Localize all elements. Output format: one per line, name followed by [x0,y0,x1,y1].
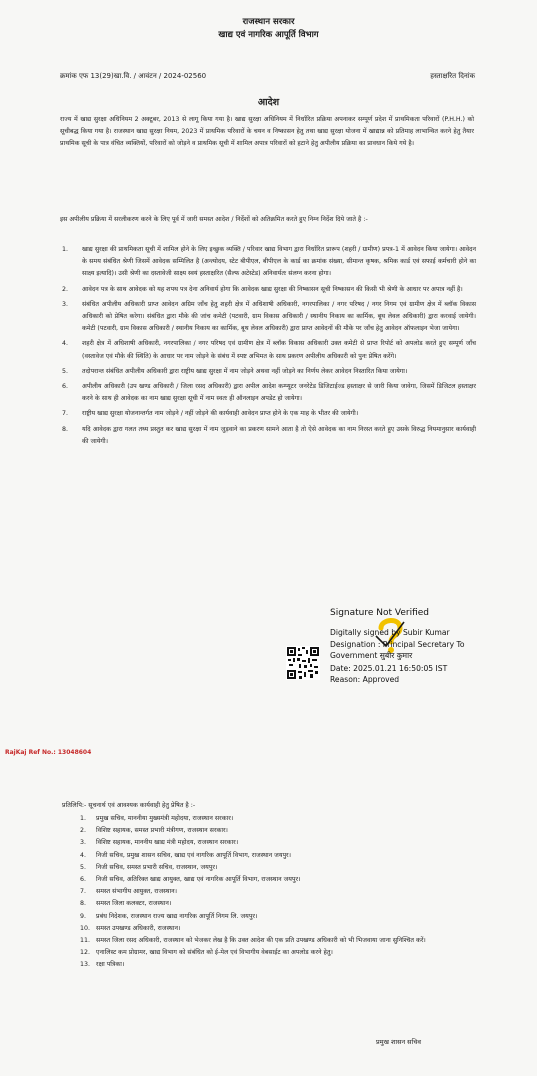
rajkaj-reference: RajKaj Ref No.: 13048604 [5,749,92,756]
copy-to-number: 4. [80,851,87,859]
item-text: राष्ट्रीय खाद्य सुरक्षा योजनान्तर्गत नाम जोड़ने / नहीं जोड़ने की कार्यवाही आवेदन प्राप्त होने के एक माह के भीतर की जायेगी। [82,410,359,418]
item-text: यदि आवेदक द्वारा गलत तथ्य प्रस्तुत कर खाद्य सुरक्षा में नाम जुड़वाने का प्रकरण सामने आता है तो ऐसे आवेदक का नाम निरस्त करते हुए उसके विरुद्ध नियमानुसार कार्यवाही की जायेगी। [82,425,476,445]
item-number: 5. [62,367,69,375]
digital-signature-block [286,606,486,716]
copy-to-item [80,911,475,923]
copy-to-item [80,947,475,959]
copy-to-number: 10. [80,924,91,932]
copy-to-number: 11. [80,937,91,945]
instruction-item [62,424,476,448]
copy-to-text: विशिष्ट सहायक, समस्त प्रभारी मंत्रीगण, राजस्थान सरकार। [96,827,228,835]
item-text: आवेदन पत्र के साथ आवेदक को यह शपथ पत्र देना अनिवार्य होगा कि आवेदक खाद्य सुरक्षा की निष्कासन सूची निष्कासन की किसी भी श्रेणी के आधार पर अपात्र नहीं है। [82,285,463,293]
copy-to-list [80,813,475,972]
copy-to-number: 2. [80,827,87,835]
copy-to-number: 12. [80,949,91,957]
copy-to-text: एनालिस्ट कम प्रोग्रामर, खाद्य विभाग को संबंधित को ई-मेल एवं विभागीय वेबसाईट का अपलोड करने हेतु। [96,949,333,957]
copy-to-number: 5. [80,863,87,871]
copy-to-number: 7. [80,888,87,896]
item-text: शहरी क्षेत्र में अधिशाषी अधिकारी, नगरपालिका / नगर परिषद एवं ग्रामीण क्षेत्र में ब्लॉक विकास अधिकारी उक्त कमेटी से प्राप्त रिपोर्ट को अपलोड करते हुए सम्पूर्ण जाँच (वस्तावेज एवं मौके की स्थिति) के आधार पर नाम जोड़ने के संबंध में स्पष्ट अभिमत के साथ प्रकरण अपीलीय अधिकारी को पुनः प्रेषित करेंगे। [82,340,476,360]
copy-to-text: निजी सचिव, प्रमुख शासन सचिव, खाद्य एवं नागरिक आपूर्ति विभाग, राजस्थान जयपुर। [96,851,292,859]
copy-to-number: 6. [80,876,87,884]
signer-designation: Designation : Principal Secretary To Government सुबीर कुमार [330,640,465,660]
copy-to-item [80,959,475,971]
item-number: 4. [62,340,69,348]
copy-to-item [80,898,475,910]
copy-to-number: 13. [80,961,91,969]
copy-to-text: रक्षा पत्रिका। [96,961,125,969]
order-title: आदेश [257,97,280,108]
item-number: 2. [62,285,69,293]
instruction-item [62,381,476,405]
item-text: अपीलीय अधिकारी (उप खण्ड अधिकारी / जिला रसद अधिकारी) द्वारा अपील आदेश कम्प्यूटर जनरेटेड डिजिटाईज्ड हस्ताक्षर से जारी किया जावेगा, जिसमें डिजिटल हस्ताक्षर करने के साथ ही आवेदक का नाम खाद्य सुरक्षा सूची में नाम स्वतः ही ऑनलाइन अपडेट हो जायेगा। [82,383,476,403]
copy-to-heading: प्रतिलिपि:- सूचनार्थ एवं आवश्यक कार्यवाही हेतु प्रेषित है :- [62,802,196,809]
signature-date: Date: 2025.01.21 16:50:05 IST [330,664,448,673]
copy-to-text: प्रबंध निदेशक, राजस्थान राज्य खाद्य नागरिक आपूर्ति निगम लि. जयपुर। [96,912,258,920]
instruction-item [62,299,476,336]
instruction-item [62,284,476,296]
qr-code-icon [286,646,320,680]
copy-to-item [80,935,475,947]
item-text: तदोपरान्त संबंधित अपीलीय अधिकारी द्वारा राष्ट्रीय खाद्य सुरक्षा में नाम जोड़ने अथवा नहीं जोड़ने का निर्णय लेकर आवेदन निस्तारित किया जायेगा। [82,367,408,375]
instruction-item [62,244,476,281]
copy-to-number: 8. [80,900,87,908]
copy-to-text: समस्त जिला कलक्टर, राजस्थान। [96,900,172,908]
closing-signatory: प्रमुख शासन सचिव [376,1038,421,1046]
copy-to-text: समस्त जिला रसद अधिकारी, राजस्थान को भेजकर लेख है कि उक्त आदेश की एक प्रति उपखण्ड अधिकारी को भी भिजवाया जाना सुनिश्चित करें। [96,937,426,945]
signed-date-label: हस्ताक्षरित दिनांक [430,72,475,80]
copy-to-text: निजी सचिव, समस्त प्रभारी सचिव, राजस्थान, जयपुर। [96,863,218,871]
copy-to-item [80,850,475,862]
instruction-item [62,338,476,362]
instruction-item [62,366,476,378]
copy-to-number: 9. [80,912,87,920]
item-number: 6. [62,383,69,391]
instruction-item [62,408,476,420]
copy-to-text: समस्त उपखण्ड अधिकारी, राजस्थान। [96,924,181,932]
item-text: संबंधित अपीलीय अधिकारी प्राप्त आवेदन अग्रिम जाँच हेतु शहरी क्षेत्र में अधिशाषी अधिकारी, नगरपालिका / नगर परिषद / नगर निगम एवं ग्रामीण क्षेत्र में ब्लॉक विकास अधिकारी को प्रेषित करेगा। संबंधित द्वारा मौके की जांच कमेटी (पटवारी, ग्राम विकास अधिकारी / स्थानीय निकाय का कार्मिक, बूथ लेवल अधिकारी) द्वारा करवाई जायेगी। कमेटी (पटवारी, ग्राम विकास अधिकारी / स्थानीय निकाय का कार्मिक, बूथ लेवल अधिकारी) द्वारा प्राप्त आवेदनों की मौके पर जाँच हेतु आवेदन ऑफलाइन भेजा जायेगा। [82,300,476,333]
copy-to-number: 3. [80,839,87,847]
copy-to-text: प्रमुख सचिव, माननीया मुख्यमंत्री महोदया, राजस्थान सरकार। [96,815,234,822]
item-number: 7. [62,410,69,418]
signature-status: Signature Not Verified [330,608,430,618]
copy-to-text: विशिष्ट सहायक, माननीय खाद्य मंत्री महोदय, राजस्थान सरकार। [96,839,239,847]
signed-by: Digitally signed by Subir Kumar [330,628,450,637]
item-number: 3. [62,300,69,308]
instruction-list [62,244,476,451]
item-number: 8. [62,425,69,433]
copy-to-item [80,862,475,874]
copy-to-item [80,886,475,898]
reference-number: क्रमांक एफ 13(29)खा.वि. / आवंटन / 2024-02560 [60,72,207,80]
copy-to-number: 1. [80,815,87,822]
copy-to-item [80,874,475,886]
copy-to-text: समस्त संभागीय आयुक्त, राजस्थान। [96,888,177,896]
intro-paragraph: राज्य में खाद्य सुरक्षा अधिनियम 2 अक्टूबर, 2013 से लागू किया गया है। खाद्य सुरक्षा अधिनियम में निर्धारित प्रक्रिया अपनाकर सम्पूर्ण प्रदेश में प्राथमिकता परिवारों (P.H.H.) को सूचीबद्ध किया गया है। राजस्थान खाद्य सुरक्षा नियम, 2023 में प्राथमिक परिवारों के चयन व निष्कासन हेतु तथा खाद्य सुरक्षा योजना में खाद्यान्न को प्रतिमाह लाभान्वित करने हेतु तैयार प्राथमिक सूची के पात्र वंचित व्यक्तियों, परिवारों को जोड़ने व प्राथमिक सूची में शामिल अपात्र परिवारों को हटाने हेतु अपीलीय प्रक्रिया का प्रावधान किये गये है। [60,116,474,148]
reference-line [60,72,475,81]
item-number: 1. [62,246,69,253]
copy-to-item [80,813,475,825]
directive-paragraph: इस अपीलीय प्रक्रिया में सरलीकरण करने के लिए पूर्व में जारी समस्त आदेश / निर्देशों को अतिक्रमित करते हुए निम्न निर्देश दिये जाते है :- [60,216,368,223]
department-name: खाद्य एवं नागरिक आपूर्ति विभाग [218,30,319,40]
copy-to-item [80,923,475,935]
signature-reason: Reason: Approved [330,675,400,684]
item-text: खाद्य सुरक्षा की प्राथमिकता सूची में शामिल होने के लिए इच्छुक व्यक्ति / परिवार खाद्य विभाग द्वारा निर्धारित प्रारूप (शहरी / ग्रामीण) प्रपत्र-1 में आवेदन किया जायेगा। आवेदन के समय संबंधित श्रेणी जिसमें आवेदक सम्मिलित है (अन्त्योदय, स्टेट बीपीएल, बीपीएल के कार्ड का क्रमांक संख्या, सीमान्त कृषक, श्रमिक कार्ड एवं सफाई कर्मचारी होने का साक्ष्य इत्यादि)। उसी श्रेणी का दस्तावेजी साक्ष्य स्वयं हस्ताक्षरित (सैल्फ अटेस्टेड) अनिवार्यतः संलग्न करना होगा। [82,246,476,278]
government-name: राजस्थान सरकार [242,17,295,27]
copy-to-item [80,825,475,837]
copy-to-text: निजी सचिव, अतिरिक्त खाद्य आयुक्त, खाद्य एवं नागरिक आपूर्ति विभाग, राजस्थान जयपुर। [96,876,301,884]
copy-to-item [80,837,475,849]
